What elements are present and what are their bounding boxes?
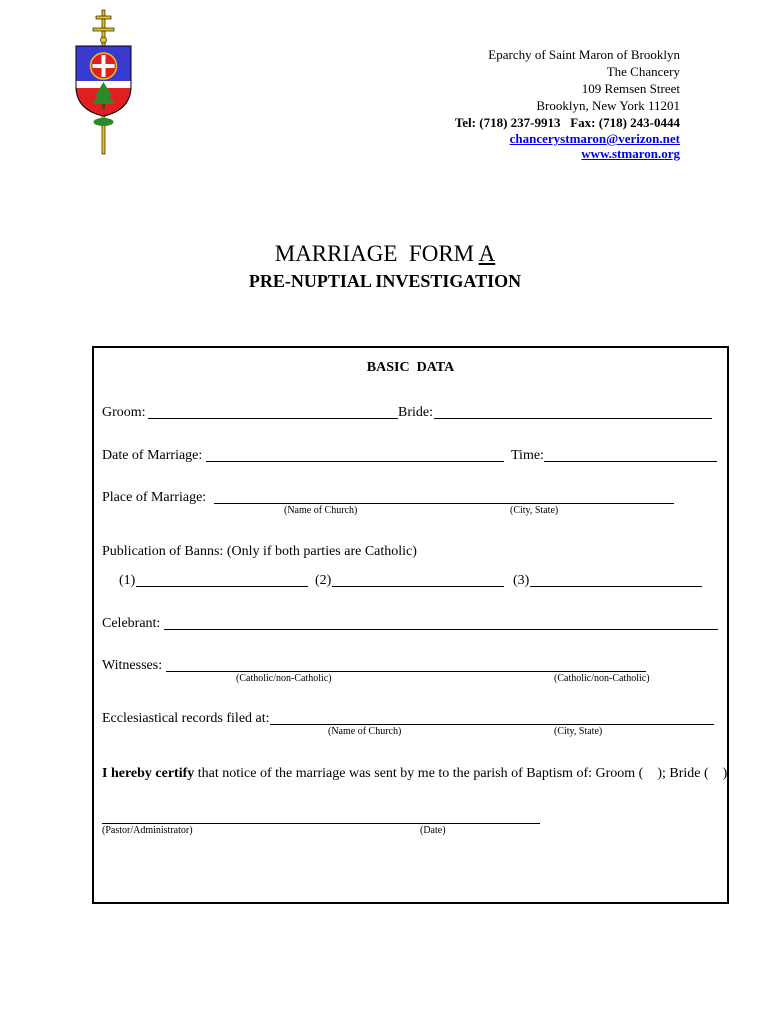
groom-label: Groom:	[102, 405, 146, 420]
records-church-caption: (Name of Church)	[328, 726, 402, 737]
witnesses-input-line[interactable]	[166, 671, 646, 672]
records-city-caption: (City, State)	[554, 726, 603, 737]
certification-statement	[102, 765, 727, 783]
basic-data-heading: BASIC DATA	[366, 360, 455, 375]
certify-rest-text: that notice of the marriage was sent by me to the parish of Baptism of: Groom ( ); Bride ( )	[194, 766, 728, 781]
banns-2-label: (2)	[315, 573, 332, 588]
banns-3-label: (3)	[513, 573, 530, 588]
banns-1-label: (1)	[119, 573, 136, 588]
records-label: Ecclesiastical records filed at:	[102, 711, 270, 726]
time-label: Time:	[511, 448, 544, 463]
banns-3-input-line[interactable]	[530, 586, 702, 587]
records-input-line[interactable]	[270, 724, 714, 725]
witness-2-caption: (Catholic/non-Catholic)	[554, 673, 650, 684]
bride-input-line[interactable]	[434, 418, 712, 419]
place-of-marriage-label: Place of Marriage:	[102, 490, 207, 505]
office-name: The Chancery	[606, 64, 680, 79]
banns-1-input-line[interactable]	[136, 586, 308, 587]
form-subtitle: PRE-NUPTIAL INVESTIGATION	[248, 271, 522, 291]
witnesses-label: Witnesses:	[102, 658, 163, 673]
time-input-line[interactable]	[544, 461, 717, 462]
phone-fax: Tel: (718) 237-9913 Fax: (718) 243-0444	[454, 115, 680, 130]
form-title-letter: A	[478, 241, 496, 266]
banns-label: Publication of Banns: (Only if both parties are Catholic)	[102, 544, 417, 559]
groom-input-line[interactable]	[148, 418, 398, 419]
eparchy-name: Eparchy of Saint Maron of Brooklyn	[488, 47, 680, 62]
place-church-caption: (Name of Church)	[284, 505, 358, 516]
city-address: Brooklyn, New York 11201	[536, 98, 680, 113]
celebrant-input-line[interactable]	[164, 629, 718, 630]
form-title-text: MARRIAGE FORM	[274, 241, 479, 266]
place-of-marriage-input-line[interactable]	[214, 503, 674, 504]
date-of-marriage-input-line[interactable]	[206, 461, 504, 462]
eparchy-crest-logo	[70, 8, 136, 156]
banns-2-input-line[interactable]	[332, 586, 504, 587]
date-caption: (Date)	[420, 825, 446, 836]
signature-input-line[interactable]	[102, 823, 540, 824]
certify-bold-text: I hereby certify	[102, 766, 195, 781]
email-link[interactable]: chancerystmaron@verizon.net	[509, 131, 680, 146]
place-city-caption: (City, State)	[510, 505, 559, 516]
website-link[interactable]: www.stmaron.org	[581, 146, 680, 161]
witness-1-caption: (Catholic/non-Catholic)	[236, 673, 332, 684]
celebrant-label: Celebrant:	[102, 616, 161, 631]
basic-data-box	[92, 346, 729, 904]
bride-label: Bride:	[398, 405, 433, 420]
date-of-marriage-label: Date of Marriage:	[102, 448, 203, 463]
chancery-address-block	[455, 46, 680, 161]
pastor-caption: (Pastor/Administrator)	[102, 825, 193, 836]
form-title	[0, 240, 770, 268]
street-address: 109 Remsen Street	[581, 81, 680, 96]
